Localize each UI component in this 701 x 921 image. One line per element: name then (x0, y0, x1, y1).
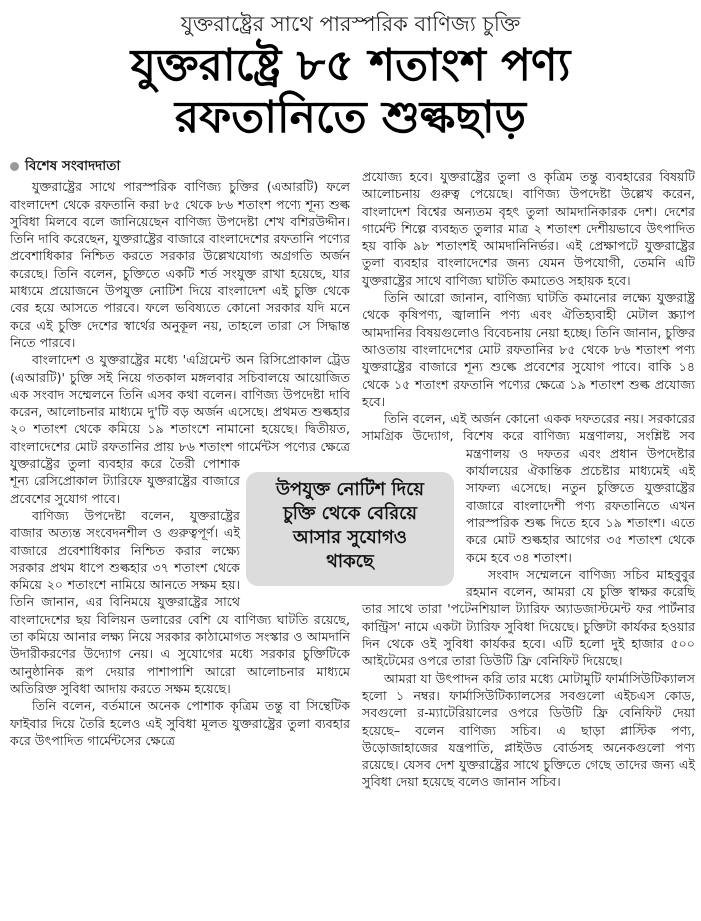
headline-line-1: যুক্তরাষ্ট্রে ৮৫ শতাংশ পণ্য (130, 40, 571, 91)
bullet-icon (10, 162, 19, 171)
paragraph: বাণিজ্য উপদেষ্টা বলেন, যুক্তরাষ্ট্রের বাজার অত্যন্ত সংবেদনশীল ও গুরুত্বপূর্ণ। এই বাজারে প্রবেশাধিকার নিশ্চিত করার লক্ষ্যে সরকার প্রথম ধাপে শুল্কহার ৩৭ শতাংশ থেকে কমিয়ে ২০ শতাংশে নামিয়ে আনতে সক্ষম হয়। তিনি জানান, এর বিনিময়ে যুক্তরাষ্ট্রের সাথে বাংলাদেশের ছয় বিলিয়ন ডলারের বেশি যে বাণিজ্য ঘাটতি রয়েছে, তা কমিয়ে আনার লক্ষ্য নিয়ে সরকার কাঠামোগত সংস্কার ও আমদানি উদারীকরণের উদ্যোগ নেয়। এ সুযোগের মধ্যে সরকার চুক্তিটিকে আনুষ্ঠানিক রূপ দেয়ার পাশাপাশি আরো আলোচনার মাধ্যমে অতিরিক্ত সুবিধা আদায় করতে সক্ষম হয়েছে। (10, 507, 350, 696)
pull-quote (246, 472, 454, 586)
paragraph: তিনি বলেন, বর্তমানে অনেক পোশাক কৃত্রিম তন্তু বা সিন্থেটিক ফাইবার দিয়ে তৈরি হলেও এই সুবিধা মূলত যুক্তরাষ্ট্রের তুলা ব্যবহার করে উৎপাদিত গার্মেন্টসের ক্ষেত্রে (10, 698, 350, 748)
paragraph: তিনি বলেন, এই অর্জন কোনো একক দফতরের নয়। সরকারের সামগ্রিক উদ্যোগ, বিশেষ করে বাণিজ্য মন্ত্রণালয়, সংশ্লিষ্ট সব মন্ত্রণালয় ও দফতর এবং প্রধান উপদেষ্টার কার্যালয়ের ঐকান্তিক প্রচেষ্টার মাধ্যমেই এই সাফল্য এসেছে। নতুন চুক্তিতে যুক্তরাষ্ট্রের বাজারে বাংলাদেশী পণ্য রফতানিতে এখন পারস্পরিক শুল্ক দিতে হবে ১৯ শতাংশ। এতে করে মোট শুল্কহার আগের ৩৫ শতাংশ থেকে কমে হবে ৩৪ শতাংশ। (362, 411, 695, 565)
paragraph: তিনি আরো জানান, বাণিজ্য ঘাটতি কমানোর লক্ষ্যে যুক্তরাষ্ট্র থেকে কৃষিপণ্য, জ্বালানি পণ্য এবং ঐতিহ্যবাহী মেটাল স্ক্র্যাপ আমদানির বিষয়গুলোও বিবেচনায় নেয়া হচ্ছে। তিনি জানান, চুক্তির আওতায় বাংলাদেশের মোট রফতানির ৮৫ থেকে ৮৬ শতাংশ পণ্য যুক্তরাষ্ট্রের বাজারে শূন্য শুল্কে প্রবেশের সুযোগ পাবে। বাকি ১৪ থেকে ১৫ শতাংশ রফতানি পণ্যের ক্ষেত্রে ১৯ শতাংশ শুল্ক প্রযোজ্য হবে। (362, 290, 695, 409)
paragraph: আমরা যা উৎপাদন করি তার মধ্যে মোটামুটি ফার্মাসিউটিক্যালস হলো ১ নম্বর। ফার্মাসিউটিক্যালসের সবগুলো এইচএস কোড, সবগুলো র-ম্যাটেরিয়ালের ওপরে ডিউটি ফ্রি বেনিফিট দেয়া হয়েছে– বলেন বাণিজ্য সচিব। এ ছাড়া প্লাস্টিক পণ্য, উড়োজাহাজের যন্ত্রপাতি, প্লাইউড বোর্ডসহ অনেকগুলো পণ্য রয়েছে। যেসব দেশ যুক্তরাষ্ট্রের সাথে চুক্তিতে গেছে তাদের জন্য এই সুবিধা দেয়া হয়েছে বলেও জানান সচিব। (362, 670, 695, 790)
kicker: যুক্তরাষ্ট্রের সাথে পারস্পরিক বাণিজ্য চুক্তি (180, 12, 521, 36)
article-column-left (10, 158, 350, 749)
pull-quote-line: চুক্তি থেকে বেরিয়ে (283, 503, 417, 524)
paragraph: যুক্তরাষ্ট্রের সাথে পারস্পরিক বাণিজ্য চুক্তির (এআরটি) ফলে বাংলাদেশ থেকে রফতানি করা ৮৫ থেকে ৮৬ শতাংশ পণ্যে শূন্য শুল্ক সুবিধা মিলবে বলে জানিয়েছেন বাণিজ্য উপদেষ্টা শেখ বশিরউদ্দীন। তিনি দাবি করেছেন, যুক্তরাষ্ট্রের বাজারে বাংলাদেশের রফতানি পণ্যের প্রবেশাধিকার নিশ্চিত করতে সরকার উল্লেখযোগ্য অগ্রগতি অর্জন করেছে। তিনি বলেন, চুক্তিতে একটি শর্ত সংযুক্ত রাখা হয়েছে, যার মাধ্যমে প্রয়োজনে উপযুক্ত নোটিশ দিয়ে বাংলাদেশ এই চুক্তি থেকে বের হয়ে আসতে পারবে। ফলে ভবিষ্যতে কোনো সরকার যদি মনে করে এই চুক্তি দেশের স্বার্থের অনুকূল নয়, তাহলে তারা সে সিদ্ধান্ত নিতে পারবে। (10, 179, 350, 350)
byline-text: বিশেষ সংবাদদাতা (25, 158, 121, 174)
headline (0, 40, 701, 144)
paragraph: বাংলাদেশ ও যুক্তরাষ্ট্রের মধ্যে 'এগ্রিমেন্ট অন রিসিপ্রোকাল ট্রেড (এআরটি)' চুক্তি সই নিয়ে গতকাল মঙ্গলবার সচিবালয়ে আয়োজিত এক সংবাদ সম্মেলনে তিনি এসব কথা বলেন। বাণিজ্য উপদেষ্টা দাবি করেন, আলোচনার মাধ্যমে দু'টি বড় অর্জন এসেছে। প্রথমত শুল্কহার ২০ শতাংশ থেকে কমিয়ে ১৯ শতাংশে নামানো হয়েছে। দ্বিতীয়ত, বাংলাদেশের মোট রফতানির প্রায় ৮৬ শতাংশ গার্মেন্টস পণ্যের ক্ষেত্রে যুক্তরাষ্ট্রের তুলা ব্যবহার করে তৈরী পোশাক শূন্য রেসিপ্রোকাল ট্যারিফে যুক্তরাষ্ট্রের বাজারে প্রবেশের সুযোগ পাবে। (10, 352, 350, 506)
headline-line-2: রফতানিতে শুল্কছাড় (174, 92, 527, 143)
paragraph: প্রযোজ্য হবে। যুক্তরাষ্ট্রের তুলা ও কৃত্রিম তন্তু ব্যবহারের বিষয়টি আলোচনায় গুরুত্ব পেয়েছে। বাণিজ্য উপদেষ্টা উল্লেখ করেন, বাংলাদেশ বিশ্বের অন্যতম বৃহৎ তুলা আমদানিকারক দেশ। দেশের গার্মেন্ট শিল্পে ব্যবহৃত তুলার মাত্র ২ শতাংশ দেশীয়ভাবে উৎপাদিত হয় বাকি ৯৮ শতাংশই আমদানিনির্ভর। এই প্রেক্ষাপটে যুক্তরাষ্ট্রের তুলা ব্যবহার বাংলাদেশের জন্য যেমন উপযোগী, তেমনি এটি যুক্তরাষ্ট্রের সাথে বাণিজ্য ঘাটতি কমাতেও সহায়ক হবে। (362, 169, 695, 288)
byline (10, 158, 350, 175)
pull-quote-line: উপযুক্ত নোটিশ দিয়ে (276, 479, 424, 500)
paragraph: সংবাদ সম্মেলনে বাণিজ্য সচিব মাহবুবুর রহমান বলেন, আমরা যে চুক্তি স্বাক্ষর করেছি তার সাথে তারা 'পটেনশিয়াল ট্যারিফ অ্যাডজাস্টমেন্ট ফর পার্টনার কান্ট্রিস' নামে একটা ট্যারিফ সুবিধা দিয়েছে। চুক্তিটা কার্যকর হওয়ার দিন থেকে ওই সুবিধা কার্যকর হবে। এটি হলো দুই হাজার ৫০০ আইটেমের ওপরে তারা ডিউটি ফ্রি বেনিফিট দিয়েছে। (362, 566, 695, 669)
pull-quote-line: আসার সুযোগও (292, 527, 408, 548)
pull-quote-line: থাকছে (326, 551, 374, 572)
